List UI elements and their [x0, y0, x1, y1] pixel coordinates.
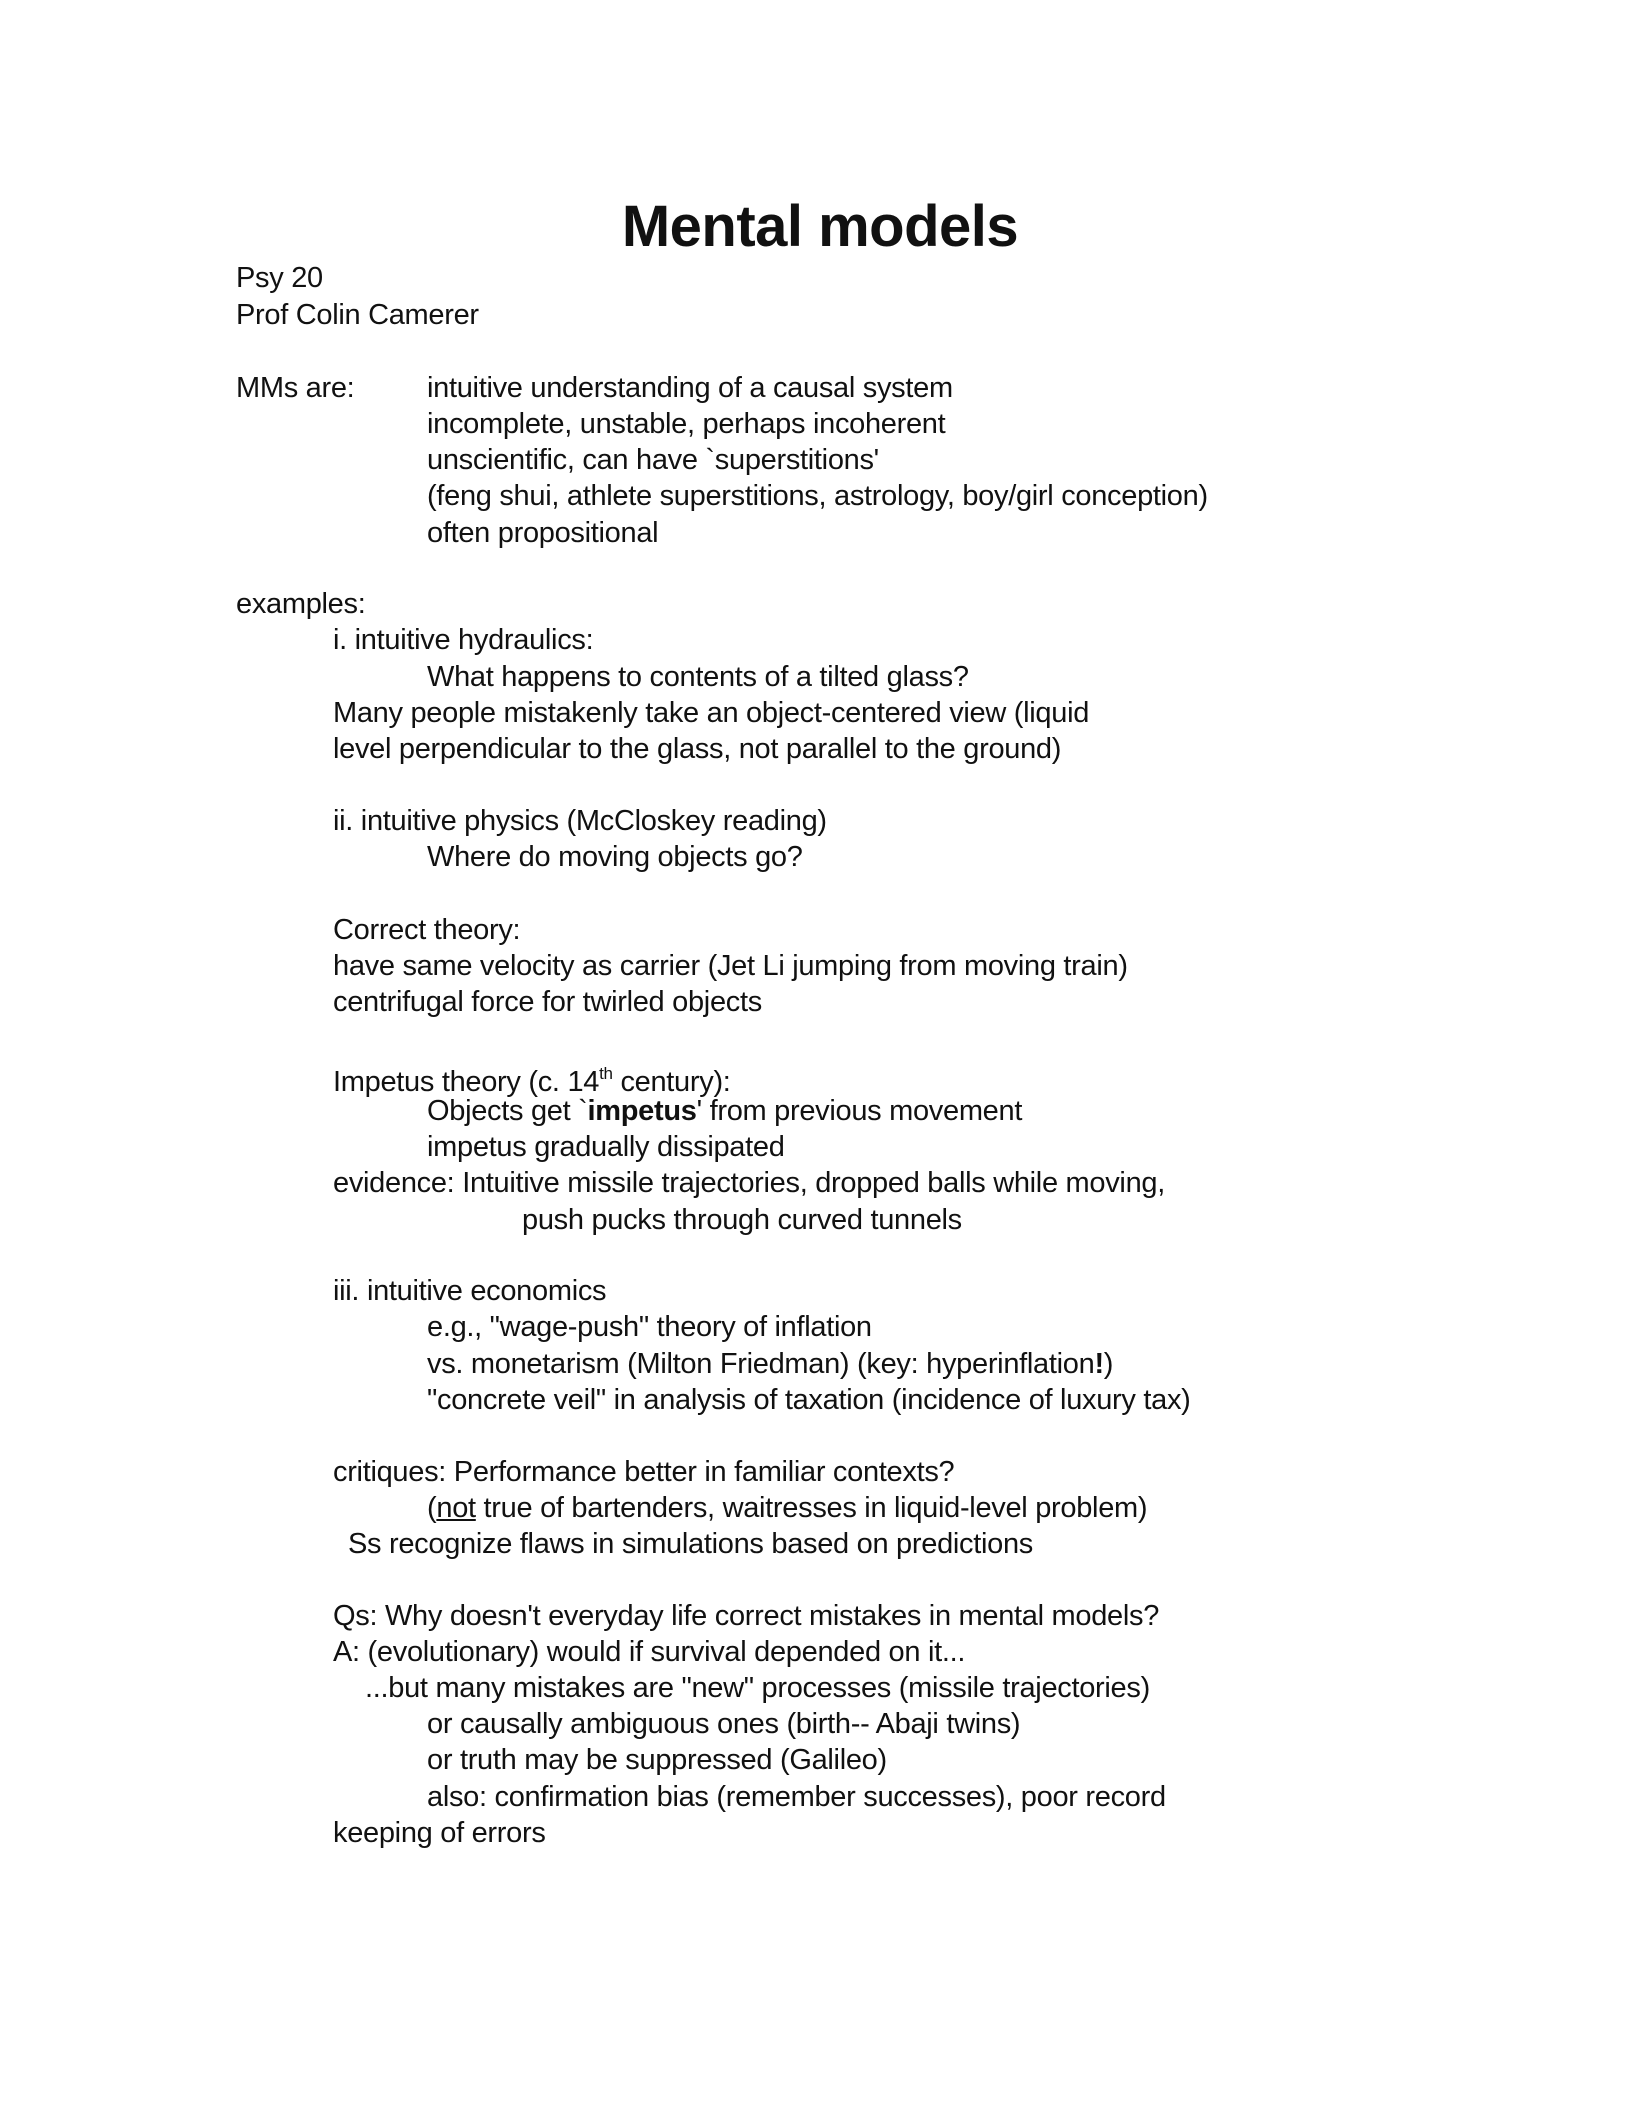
example-question: What happens to contents of a tilted glass? — [427, 661, 969, 693]
answer-line: or causally ambiguous ones (birth-- Abaji twins) — [427, 1708, 1021, 1740]
impetus-line-post: ' from previous movement — [696, 1095, 1023, 1127]
mms-label: MMs are: — [236, 372, 355, 404]
impetus-line-pre: Objects get ` — [427, 1095, 588, 1127]
impetus-bold-term: impetus — [587, 1095, 697, 1127]
impetus-line: impetus gradually dissipated — [427, 1131, 785, 1163]
critiques-line-post: true of bartenders, waitresses in liquid-level problem) — [475, 1492, 1148, 1524]
answer-line: keeping of errors — [333, 1817, 546, 1849]
correct-theory-line: have same velocity as carrier (Jet Li jumping from moving train) — [333, 950, 1128, 982]
impetus-line — [427, 1093, 1022, 1129]
examples-label: examples: — [236, 588, 366, 620]
mms-item: (feng shui, athlete superstitions, astrology, boy/girl conception) — [427, 480, 1208, 512]
evidence-line: push pucks through curved tunnels — [522, 1204, 962, 1236]
mms-item: intuitive understanding of a causal system — [427, 372, 953, 404]
correct-theory-heading: Correct theory: — [333, 914, 521, 946]
instructor-line: Prof Colin Camerer — [236, 299, 479, 331]
evidence-line: evidence: Intuitive missile trajectories, dropped balls while moving, — [333, 1167, 1165, 1199]
ordinal-suffix: th — [599, 1064, 613, 1083]
example-text: level perpendicular to the glass, not parallel to the ground) — [333, 733, 1062, 765]
economics-line: "concrete veil" in analysis of taxation (incidence of luxury tax) — [427, 1384, 1191, 1416]
economics-bold-mark: ! — [1094, 1348, 1104, 1380]
example-heading: ii. intuitive physics (McCloskey reading) — [333, 805, 827, 837]
example-heading: i. intuitive hydraulics: — [333, 624, 594, 656]
answer-line: A: (evolutionary) would if survival depended on it... — [333, 1636, 966, 1668]
answer-line: ...but many mistakes are "new" processes (missile trajectories) — [365, 1672, 1150, 1704]
critiques-line: critiques: Performance better in familiar contexts? — [333, 1456, 955, 1488]
question-line: Qs: Why doesn't everyday life correct mistakes in mental models? — [333, 1600, 1160, 1632]
critiques-line: Ss recognize flaws in simulations based on predictions — [348, 1528, 1033, 1560]
answer-line: also: confirmation bias (remember successes), poor record — [427, 1781, 1166, 1813]
page-title: Mental models — [621, 194, 1019, 259]
course-line: Psy 20 — [236, 262, 323, 294]
economics-line: e.g., "wage-push" theory of inflation — [427, 1311, 872, 1343]
underlined-word: not — [436, 1492, 476, 1524]
economics-line-pre: vs. monetarism (Milton Friedman) (key: hyperinflation — [427, 1348, 1095, 1380]
example-question: Where do moving objects go? — [427, 841, 803, 873]
example-heading: iii. intuitive economics — [333, 1275, 607, 1307]
example-text: Many people mistakenly take an object-centered view (liquid — [333, 697, 1090, 729]
economics-line — [427, 1346, 1113, 1382]
mms-item: often propositional — [427, 517, 659, 549]
correct-theory-line: centrifugal force for twirled objects — [333, 986, 762, 1018]
critiques-line-pre: ( — [427, 1492, 437, 1524]
impetus-heading-post: century): — [612, 1066, 731, 1098]
answer-line: or truth may be suppressed (Galileo) — [427, 1744, 887, 1776]
economics-line-post: ) — [1103, 1348, 1114, 1380]
impetus-heading-pre: Impetus theory (c. 14 — [333, 1066, 600, 1098]
critiques-line — [427, 1490, 1147, 1526]
mms-item: unscientific, can have `superstitions' — [427, 444, 879, 476]
mms-item: incomplete, unstable, perhaps incoherent — [427, 408, 946, 440]
